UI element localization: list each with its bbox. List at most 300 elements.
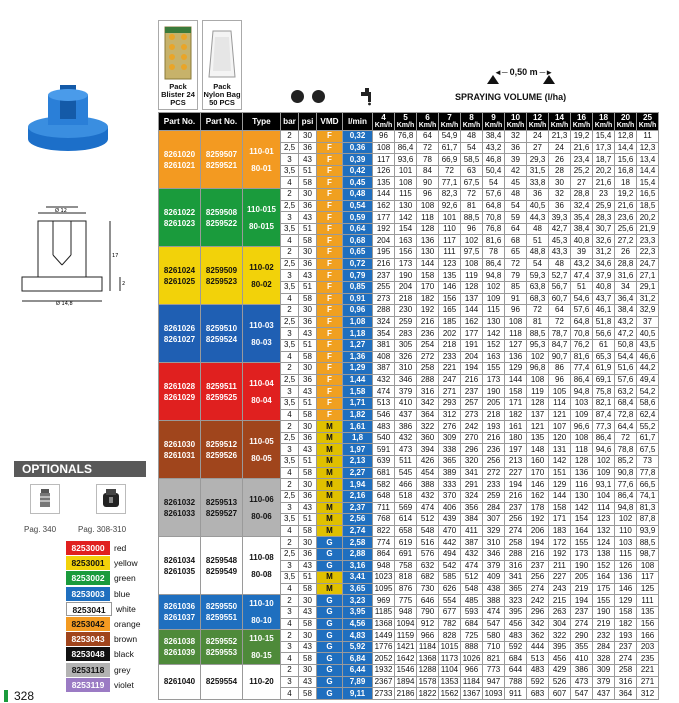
spray-volume: 341 <box>461 467 483 479</box>
vmd-class: F <box>317 247 343 259</box>
spray-volume: 1353 <box>439 676 461 688</box>
spray-volume: 175 <box>593 583 615 595</box>
spray-volume: 182 <box>615 618 637 630</box>
part-no-secondary-value: 8259554 <box>205 677 238 687</box>
flow-lmin: 0,68 <box>343 235 373 247</box>
spray-volume: 822 <box>373 525 395 537</box>
spray-volume: 72 <box>439 165 461 177</box>
spray-volume: 542 <box>439 560 461 572</box>
color-name: black <box>114 649 134 660</box>
spray-volume: 64,8 <box>571 316 593 328</box>
spec-table <box>158 112 659 700</box>
spray-volume: 183 <box>549 525 571 537</box>
spray-volume: 274 <box>571 618 593 630</box>
spray-volume: 310 <box>483 537 505 549</box>
spray-volume: 218 <box>395 293 417 305</box>
spray-volume: 32,4 <box>571 200 593 212</box>
spray-volume: 546 <box>373 409 395 421</box>
spray-volume: 101 <box>439 212 461 224</box>
spray-volume: 24,7 <box>637 258 659 270</box>
vmd-class: F <box>317 281 343 293</box>
vmd-class: G <box>317 618 343 630</box>
spray-volume: 32 <box>549 189 571 201</box>
spray-volume: 93,1 <box>593 479 615 491</box>
spray-volume: 68,3 <box>527 293 549 305</box>
part-no-primary-value: 8261029 <box>163 392 196 402</box>
spray-volume: 342 <box>527 618 549 630</box>
flow-lmin: 2,27 <box>343 467 373 479</box>
spray-volume: 72 <box>549 316 571 328</box>
spray-volume: 135 <box>527 432 549 444</box>
spray-volume: 1546 <box>395 665 417 677</box>
spray-volume: 72 <box>461 189 483 201</box>
spraying-volume-label: SPRAYING VOLUME (l/ha) <box>455 92 567 102</box>
spray-volume: 94,8 <box>483 270 505 282</box>
flow-lmin: 1,58 <box>343 386 373 398</box>
part-no-secondary-value: 8259548 <box>205 555 238 565</box>
pressure-psi: 36 <box>299 200 317 212</box>
spray-volume: 96 <box>549 374 571 386</box>
spray-volume: 1449 <box>373 630 395 642</box>
spray-volume: 710 <box>483 641 505 653</box>
spray-volume: 274 <box>505 525 527 537</box>
spray-volume: 2052 <box>373 653 395 665</box>
spray-volume: 163 <box>395 235 417 247</box>
spray-volume: 312 <box>637 688 659 700</box>
header-speed-value: 20 <box>620 112 631 122</box>
spray-volume: 329 <box>483 525 505 537</box>
spray-volume: 84,7 <box>549 339 571 351</box>
spray-volume: 365 <box>505 583 527 595</box>
pressure-bar: 3 <box>281 560 299 572</box>
spray-volume: 442 <box>439 537 461 549</box>
spray-volume: 33,8 <box>527 177 549 189</box>
spray-volume: 87,4 <box>593 409 615 421</box>
spray-volume: 235 <box>637 653 659 665</box>
spray-volume: 51,6 <box>615 363 637 375</box>
flow-lmin: 2,88 <box>343 548 373 560</box>
pressure-psi: 58 <box>299 177 317 189</box>
header-lmin: l/min <box>343 113 373 131</box>
spray-volume: 130 <box>417 247 439 259</box>
spray-volume: 54,9 <box>439 131 461 143</box>
pressure-psi: 58 <box>299 653 317 665</box>
spray-volume: 18,7 <box>593 154 615 166</box>
pressure-bar: 3 <box>281 212 299 224</box>
spray-volume: 158 <box>505 386 527 398</box>
pressure-psi: 51 <box>299 398 317 410</box>
pressure-bar: 2 <box>281 247 299 259</box>
spray-volume: 437 <box>593 688 615 700</box>
spray-volume: 31,5 <box>527 165 549 177</box>
flow-lmin: 0,36 <box>343 142 373 154</box>
part-no-secondary-value: 8259512 <box>205 439 238 449</box>
part-no-primary-value: 8261027 <box>163 334 196 344</box>
spray-volume: 108 <box>395 177 417 189</box>
spray-volume: 165 <box>439 305 461 317</box>
spray-volume: 65,3 <box>593 351 615 363</box>
pressure-bar: 4 <box>281 235 299 247</box>
spray-volume: 1184 <box>461 676 483 688</box>
left-column <box>0 0 150 702</box>
spray-volume: 146 <box>439 281 461 293</box>
spray-volume: 96,6 <box>571 421 593 433</box>
spray-volume: 1095 <box>373 583 395 595</box>
spray-volume: 485 <box>461 595 483 607</box>
spray-volume: 31,6 <box>615 270 637 282</box>
color-code: 8253119 <box>66 678 110 692</box>
spray-volume: 274 <box>527 583 549 595</box>
pressure-psi: 30 <box>299 479 317 491</box>
nozzle-type-value: 80-01 <box>251 163 272 173</box>
header-speed <box>593 113 615 131</box>
spray-volume: 109 <box>483 293 505 305</box>
spray-volume: 1023 <box>373 572 395 584</box>
nozzle-type <box>243 247 281 305</box>
spray-volume: 54 <box>527 258 549 270</box>
pressure-psi: 58 <box>299 293 317 305</box>
spray-volume: 193 <box>483 421 505 433</box>
header-speed <box>439 113 461 131</box>
spray-volume: 54,2 <box>637 386 659 398</box>
spray-volume: 42,7 <box>549 223 571 235</box>
spray-volume: 67,5 <box>637 444 659 456</box>
spray-volume: 31,2 <box>593 247 615 259</box>
header-part-no-2: Part No. <box>201 113 243 131</box>
spray-volume: 494 <box>439 548 461 560</box>
spray-volume: 135 <box>637 606 659 618</box>
header-speed-unit: Km/h <box>462 121 481 129</box>
vmd-class: F <box>317 351 343 363</box>
spray-volume: 102 <box>483 281 505 293</box>
header-speed-unit: Km/h <box>572 121 591 129</box>
spray-volume: 102 <box>527 351 549 363</box>
flow-lmin: 2,58 <box>343 537 373 549</box>
header-speed-unit: Km/h <box>528 121 547 129</box>
spray-volume: 110 <box>615 525 637 537</box>
spray-volume: 216 <box>417 316 439 328</box>
spray-volume: 454 <box>417 467 439 479</box>
vmd-class: M <box>317 421 343 433</box>
spray-volume: 85,2 <box>615 456 637 468</box>
spray-volume: 23 <box>593 189 615 201</box>
spray-volume: 38,4 <box>483 131 505 143</box>
spray-volume: 18 <box>615 177 637 189</box>
spray-volume: 593 <box>461 606 483 618</box>
spray-volume: 23,6 <box>615 212 637 224</box>
spray-volume: 24 <box>549 142 571 154</box>
spray-volume: 255 <box>373 281 395 293</box>
spray-volume: 131 <box>549 444 571 456</box>
spray-volume: 206 <box>527 525 549 537</box>
table-row <box>159 665 659 677</box>
spray-volume: 432 <box>461 548 483 560</box>
pressure-bar: 3 <box>281 502 299 514</box>
flow-lmin: 0,45 <box>343 177 373 189</box>
flow-lmin: 0,54 <box>343 200 373 212</box>
spray-volume: 132 <box>593 525 615 537</box>
header-speed-value: 10 <box>510 112 521 122</box>
spray-volume: 473 <box>395 444 417 456</box>
header-speed-value: 14 <box>554 112 565 122</box>
spray-volume: 180 <box>505 432 527 444</box>
spray-volume: 194 <box>571 595 593 607</box>
spray-volume: 93,9 <box>637 525 659 537</box>
pressure-psi: 36 <box>299 258 317 270</box>
spray-volume: 36 <box>527 189 549 201</box>
part-no-primary-value: 8261033 <box>163 508 196 518</box>
header-speed <box>527 113 549 131</box>
nozzle-type-value: 110-05 <box>249 436 274 446</box>
spray-volume: 30,7 <box>593 223 615 235</box>
pressure-psi: 36 <box>299 432 317 444</box>
spray-volume: 117 <box>439 235 461 247</box>
pressure-bar: 3,5 <box>281 281 299 293</box>
spray-volume: 274 <box>615 653 637 665</box>
spray-volume: 626 <box>439 583 461 595</box>
spray-volume: 1368 <box>417 653 439 665</box>
spray-volume: 79 <box>505 270 527 282</box>
package-images <box>158 20 248 112</box>
vmd-class: G <box>317 630 343 642</box>
spray-volume: 82,1 <box>593 398 615 410</box>
spray-volume: 108 <box>571 432 593 444</box>
spray-volume: 94,8 <box>615 502 637 514</box>
spray-volume: 190 <box>571 560 593 572</box>
part-no-secondary-value: 8259551 <box>205 613 238 623</box>
spray-volume: 144 <box>549 490 571 502</box>
spray-volume: 76,2 <box>571 339 593 351</box>
spray-volume: 473 <box>571 676 593 688</box>
spray-volume: 966 <box>461 665 483 677</box>
header-speed-unit: Km/h <box>616 121 635 129</box>
spray-volume: 237 <box>505 502 527 514</box>
vmd-class: G <box>317 688 343 700</box>
flow-lmin: 0,48 <box>343 189 373 201</box>
spray-volume: 111 <box>637 595 659 607</box>
spray-volume: 242 <box>527 595 549 607</box>
spray-volume: 142 <box>395 212 417 224</box>
spray-volume: 57,6 <box>615 374 637 386</box>
spray-volume: 247 <box>439 374 461 386</box>
spray-volume: 591 <box>373 444 395 456</box>
flow-lmin: 1,71 <box>343 398 373 410</box>
spray-volume: 88,5 <box>637 537 659 549</box>
header-speed <box>615 113 637 131</box>
pressure-psi: 43 <box>299 676 317 688</box>
vmd-class: F <box>317 131 343 143</box>
spec-table-wrapper <box>158 112 659 700</box>
pag-right-label: Pag. 308-310 <box>78 525 127 534</box>
spray-volume: 237 <box>527 560 549 572</box>
spray-volume: 263 <box>549 606 571 618</box>
spray-volume: 155 <box>571 537 593 549</box>
spray-volume: 70,8 <box>483 212 505 224</box>
vmd-class: F <box>317 200 343 212</box>
spray-volume: 108 <box>527 374 549 386</box>
spray-volume: 182 <box>505 409 527 421</box>
pressure-bar: 2 <box>281 305 299 317</box>
flow-lmin: 1,8 <box>343 432 373 444</box>
vmd-class: M <box>317 456 343 468</box>
pressure-psi: 43 <box>299 270 317 282</box>
spray-volume: 129 <box>549 479 571 491</box>
header-psi: psi <box>299 113 317 131</box>
flow-lmin: 9,11 <box>343 688 373 700</box>
part-no-secondary <box>201 305 243 363</box>
part-no-secondary-value: 8259523 <box>205 276 238 286</box>
spray-volume: 27 <box>571 177 593 189</box>
spray-volume: 108 <box>373 142 395 154</box>
spray-volume: 82,3 <box>439 189 461 201</box>
spray-volume: 388 <box>417 479 439 491</box>
spray-volume: 1776 <box>373 641 395 653</box>
spray-volume: 237 <box>461 386 483 398</box>
spray-volume: 123 <box>439 258 461 270</box>
spray-volume: 54 <box>505 200 527 212</box>
spray-volume: 259 <box>483 490 505 502</box>
spray-volume: 162 <box>461 316 483 328</box>
vmd-class: G <box>317 653 343 665</box>
spray-volume: 19,2 <box>571 131 593 143</box>
spray-volume: 283 <box>395 328 417 340</box>
spray-volume: 1368 <box>373 618 395 630</box>
spray-volume: 50,4 <box>483 165 505 177</box>
spray-volume: 512 <box>461 572 483 584</box>
vmd-class: M <box>317 444 343 456</box>
spray-volume: 88,5 <box>461 212 483 224</box>
spray-volume: 554 <box>439 595 461 607</box>
svg-text:Ø 14,8: Ø 14,8 <box>56 301 73 307</box>
spray-volume: 28,8 <box>571 189 593 201</box>
spray-volume: 395 <box>505 606 527 618</box>
spray-volume: 115 <box>615 548 637 560</box>
color-name: white <box>116 603 136 614</box>
filter-icon <box>30 484 60 514</box>
spray-volume: 32,9 <box>637 305 659 317</box>
header-speed-value: 12 <box>532 112 543 122</box>
spray-volume: 758 <box>395 560 417 572</box>
spray-volume: 61 <box>593 339 615 351</box>
spray-volume: 136 <box>571 467 593 479</box>
spray-volume: 818 <box>395 572 417 584</box>
spray-volume: 483 <box>527 665 549 677</box>
nylon-bag <box>202 20 242 110</box>
pressure-bar: 2,5 <box>281 200 299 212</box>
spray-volume: 284 <box>483 502 505 514</box>
spray-volume: 86 <box>549 363 571 375</box>
spray-volume: 379 <box>395 386 417 398</box>
pressure-psi: 36 <box>299 490 317 502</box>
header-speed <box>505 113 527 131</box>
nozzle-type-value: 110-20 <box>249 677 274 687</box>
spray-volume: 173 <box>571 548 593 560</box>
color-code: 8253043 <box>66 632 110 646</box>
flow-lmin: 0,96 <box>343 305 373 317</box>
spray-volume: 162 <box>373 200 395 212</box>
spray-volume: 456 <box>549 653 571 665</box>
spray-volume: 548 <box>461 583 483 595</box>
spray-volume: 328 <box>593 653 615 665</box>
spray-volume: 242 <box>461 421 483 433</box>
spray-volume: 1093 <box>483 688 505 700</box>
spray-volume: 76,8 <box>395 131 417 143</box>
spray-volume: 129 <box>615 595 637 607</box>
nozzle-type-value: 80-015 <box>249 221 274 231</box>
spray-volume: 227 <box>505 467 527 479</box>
header-speed <box>417 113 439 131</box>
spray-volume: 474 <box>461 560 483 572</box>
spray-volume: 49,4 <box>637 374 659 386</box>
nozzle-type <box>243 630 281 665</box>
spray-volume: 57,6 <box>483 189 505 201</box>
spray-volume: 178 <box>527 502 549 514</box>
spray-volume: 90,7 <box>549 351 571 363</box>
pressure-psi: 58 <box>299 467 317 479</box>
header-speed <box>637 113 659 131</box>
spray-volume: 1185 <box>373 606 395 618</box>
pressure-bar: 2 <box>281 537 299 549</box>
spray-volume: 296 <box>527 606 549 618</box>
spray-volume: 151 <box>549 467 571 479</box>
spray-volume: 1421 <box>395 641 417 653</box>
spray-volume: 320 <box>461 456 483 468</box>
color-code-row <box>66 571 146 585</box>
nozzle-type-value: 110-02 <box>249 262 274 272</box>
color-name: blue <box>114 588 131 599</box>
spray-volume: 386 <box>571 665 593 677</box>
spray-volume: 28,8 <box>615 258 637 270</box>
spray-volume: 75,8 <box>593 386 615 398</box>
part-no-primary-value: 8261038 <box>163 637 196 647</box>
color-code: 8253002 <box>66 571 110 585</box>
spray-volume: 111 <box>439 247 461 259</box>
header-speed <box>395 113 417 131</box>
header-speed-unit: Km/h <box>396 121 415 129</box>
vmd-class: F <box>317 235 343 247</box>
part-no-secondary-value: 8259526 <box>205 450 238 460</box>
nozzle-type <box>243 189 281 247</box>
spray-volume: 105 <box>549 386 571 398</box>
spray-volume: 432 <box>417 490 439 502</box>
spray-volume: 130 <box>571 490 593 502</box>
spray-volume: 221 <box>439 363 461 375</box>
spray-volume: 18,5 <box>637 200 659 212</box>
nozzle-cap-icon <box>96 484 126 514</box>
spray-volume: 39 <box>571 247 593 259</box>
spray-volume: 324 <box>461 490 483 502</box>
vmd-class: M <box>317 525 343 537</box>
spray-volume: 216 <box>527 548 549 560</box>
spray-volume: 619 <box>395 537 417 549</box>
spray-volume: 117 <box>373 154 395 166</box>
spray-volume: 284 <box>593 641 615 653</box>
pressure-psi: 30 <box>299 189 317 201</box>
spray-volume: 135 <box>373 177 395 189</box>
spray-volume: 146 <box>527 479 549 491</box>
spray-volume: 215 <box>549 595 571 607</box>
spray-volume: 513 <box>527 653 549 665</box>
spray-volume: 775 <box>395 595 417 607</box>
vmd-class: F <box>317 409 343 421</box>
color-code-row <box>66 678 146 692</box>
spray-volume: 1288 <box>417 665 439 677</box>
vmd-class: F <box>317 177 343 189</box>
spray-volume: 36 <box>505 142 527 154</box>
spray-volume: 156 <box>439 293 461 305</box>
spray-volume: 46,8 <box>483 154 505 166</box>
spray-volume: 213 <box>505 456 527 468</box>
